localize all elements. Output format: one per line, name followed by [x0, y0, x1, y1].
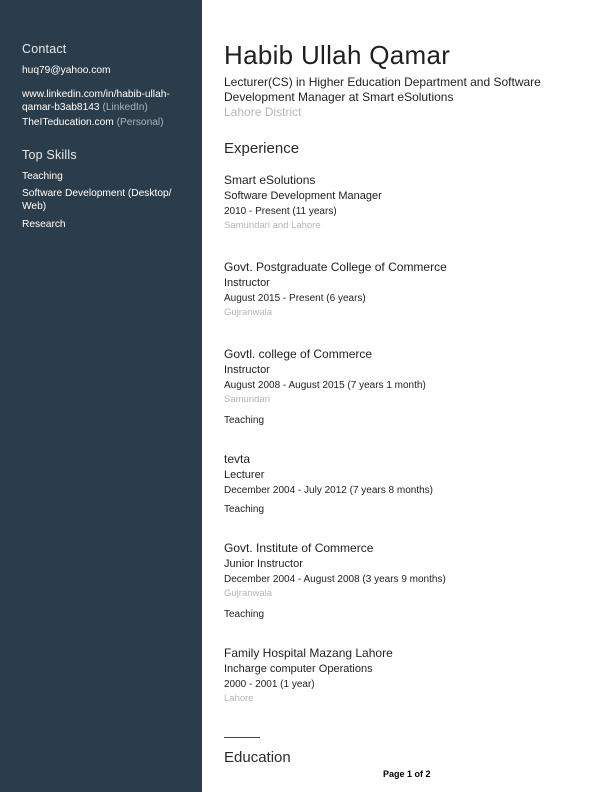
job-company: Govt. Postgraduate College of Commerce	[224, 260, 447, 274]
website-entry	[22, 116, 192, 129]
job-role: Incharge computer Operations	[224, 663, 373, 675]
job-entry	[224, 347, 594, 405]
job-entry	[224, 646, 594, 704]
job-entry	[224, 173, 594, 231]
experience-heading: Experience	[224, 140, 300, 157]
sidebar	[0, 0, 202, 792]
skill-item: Research	[22, 219, 66, 230]
job-company: Smart eSolutions	[224, 173, 316, 187]
job-location: Gujranwala	[224, 588, 273, 599]
job-role: Junior Instructor	[224, 558, 303, 570]
education-heading: Education	[224, 749, 291, 766]
job-description: Teaching	[224, 415, 265, 426]
profile-location: Lahore District	[224, 105, 302, 119]
skill-item: Teaching	[22, 171, 63, 182]
job-role: Software Development Manager	[224, 190, 382, 202]
job-entry	[224, 541, 594, 599]
job-dates: August 2015 - Present (6 years)	[224, 293, 366, 304]
job-description: Teaching	[224, 609, 265, 620]
job-location: Samundari and Lahore	[224, 220, 321, 231]
job-role: Instructor	[224, 364, 270, 376]
job-company: Govt. Institute of Commerce	[224, 541, 374, 555]
job-entry	[224, 260, 594, 318]
linkedin-link[interactable]: www.linkedin.com/in/habib-ullah-qamar-b3ab8143	[22, 89, 170, 113]
contact-heading: Contact	[22, 42, 67, 56]
skill-item: Software Development (Desktop/ Web)	[22, 188, 172, 212]
job-role: Lecturer	[224, 469, 265, 481]
skills-heading: Top Skills	[22, 148, 77, 162]
email-link[interactable]: huq79@yahoo.com	[22, 65, 111, 76]
job-company: Govtl. college of Commerce	[224, 347, 373, 361]
job-location: Gujranwala	[224, 307, 273, 318]
job-dates: 2010 - Present (11 years)	[224, 206, 337, 217]
website-label: (Personal)	[116, 117, 164, 128]
job-company: tevta	[224, 452, 251, 466]
job-dates: December 2004 - July 2012 (7 years 8 months)	[224, 485, 433, 496]
profile-name: Habib Ullah Qamar	[224, 40, 451, 70]
section-divider	[224, 737, 260, 738]
linkedin-entry	[22, 88, 192, 114]
website-link[interactable]: TheITeducation.com	[22, 117, 114, 128]
job-company: Family Hospital Mazang Lahore	[224, 646, 393, 660]
job-dates: 2000 - 2001 (1 year)	[224, 679, 315, 690]
page-number: Page 1 of 2	[383, 769, 431, 779]
job-entry	[224, 452, 594, 499]
job-role: Instructor	[224, 277, 270, 289]
profile-headline: Lecturer(CS) in Higher Education Department and Software Development Manager at Smart eSolutions	[224, 75, 541, 104]
job-location: Samundari	[224, 394, 270, 405]
main-content	[224, 0, 594, 792]
job-dates: December 2004 - August 2008 (3 years 9 months)	[224, 574, 446, 585]
job-location: Lahore	[224, 693, 254, 704]
linkedin-label: (LinkedIn)	[102, 102, 148, 113]
job-description: Teaching	[224, 504, 265, 515]
job-dates: August 2008 - August 2015 (7 years 1 month)	[224, 380, 426, 391]
